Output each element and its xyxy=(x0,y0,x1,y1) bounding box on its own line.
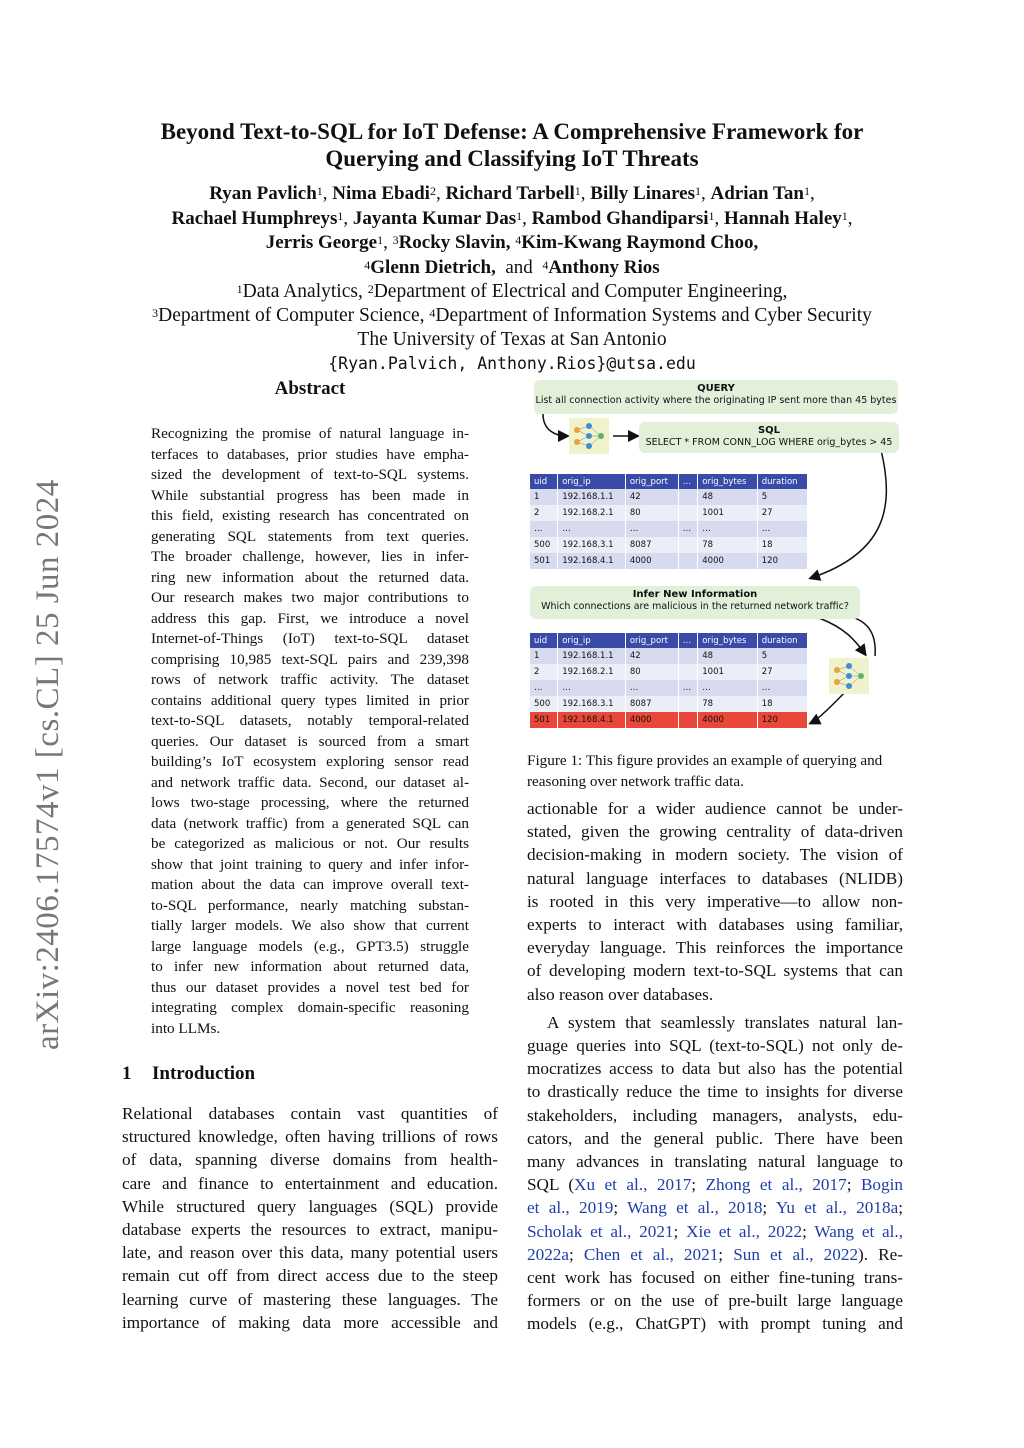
table-cell: 1 xyxy=(530,489,558,505)
citation-link[interactable]: Zhong et al., 2017 xyxy=(705,1175,847,1195)
citation-link[interactable]: et al., 2019 xyxy=(527,1198,614,1218)
table-row xyxy=(530,648,808,664)
table-cell: … xyxy=(530,680,558,696)
author-name: Rachael Humphreys xyxy=(171,207,338,229)
author-affil-sup: 4 xyxy=(542,257,549,272)
affiliations xyxy=(100,280,924,376)
table-cell: 500 xyxy=(530,537,558,553)
text-line: care and finance to entertainment and education. xyxy=(122,1173,498,1193)
table-row xyxy=(530,664,808,680)
query-text: List all connection activity where the originating IP sent more than 45 bytes xyxy=(535,395,897,406)
table-cell: 2 xyxy=(530,505,558,521)
table-cell: 192.168.2.1 xyxy=(558,664,626,680)
figure-caption: Figure 1: This figure provides an example of querying and reasoning over network traffic data. xyxy=(527,752,883,790)
text-line: contains additional query types limited in prior xyxy=(151,691,469,709)
text-line: also reason over databases. xyxy=(527,984,714,1004)
sql-title: SQL xyxy=(757,425,781,436)
table-cell: 78 xyxy=(698,696,758,712)
table-cell: 5 xyxy=(757,648,807,664)
table-cell: 192.168.3.1 xyxy=(558,696,626,712)
text-line: decision-making in modern society. The vision of xyxy=(527,845,903,865)
column-header: uid xyxy=(530,633,558,648)
table-row xyxy=(530,680,808,696)
author-affil-sup: 1 xyxy=(516,208,523,223)
column-header: duration xyxy=(757,633,807,648)
author-list xyxy=(100,182,924,280)
text-line: generating SQL statements from text queries. xyxy=(151,527,469,545)
author-name: Kim-Kwang Raymond Choo, xyxy=(521,232,759,253)
text-line: address this gap. First, we introduce a novel xyxy=(151,609,469,627)
paragraph xyxy=(527,797,903,1006)
text-line: cators, and the general public. There have been xyxy=(527,1128,903,1148)
text-line: A system that seamlessly translates natural lan- xyxy=(547,1012,903,1032)
table-cell: 192.168.1.1 xyxy=(558,648,626,664)
text-line: to-SQL performance, nearly matching substan- xyxy=(151,896,469,914)
author-name: Anthony Rios xyxy=(548,256,660,278)
affil-text: Department of Information Systems and Cyber Security xyxy=(435,305,872,326)
text-line: tially larger models. We also show that current xyxy=(151,917,469,934)
author-affil-sup: 1 xyxy=(803,184,810,198)
table-cell: … xyxy=(757,521,807,537)
text-line: structured knowledge, often having trillions of rows xyxy=(122,1127,498,1147)
citation-link[interactable]: 2022a xyxy=(527,1244,570,1264)
author-name: Billy Linares xyxy=(590,183,695,204)
text-line: The broader challenge, however, lies in infer- xyxy=(151,548,469,565)
arxiv-identifier: arXiv:2406.17574v1 [cs.CL] 25 Jun 2024 xyxy=(30,479,66,1050)
text-line: importance of making data more accessible and xyxy=(122,1312,498,1332)
affil-line-1 xyxy=(100,280,924,304)
author-name: Richard Tarbell xyxy=(445,183,575,204)
infer-title: Infer New Information xyxy=(632,589,758,600)
text-line: text-to-SQL datasets, notably temporal-related xyxy=(151,712,469,729)
affil-sup: 3 xyxy=(152,306,159,320)
text-line: Relational databases contain vast quantities of xyxy=(122,1104,498,1123)
paper-title xyxy=(100,118,924,172)
figure-1 xyxy=(525,378,905,740)
table-cell: 501 xyxy=(530,712,558,728)
sql-text: SELECT * FROM CONN_LOG WHERE orig_bytes > 45 xyxy=(645,437,893,448)
abstract-body xyxy=(151,424,469,1039)
text-line: to drastically reduce the time to insights for diverse xyxy=(527,1082,903,1102)
affil-text: Department of Electrical and Computer Engineering, xyxy=(373,281,788,302)
neural-network-icon-graphic xyxy=(829,658,869,694)
affil-sup: 2 xyxy=(367,282,374,296)
text-line: stated, given the growing centrality of data-driven xyxy=(527,822,903,842)
table-cell: … xyxy=(698,680,758,696)
text-line: everyday language. This reinforces the importance xyxy=(527,938,903,958)
text-line: 2022a; Chen et al., 2021; Sun et al., 2022). Re- xyxy=(527,1244,903,1264)
text-line: models (e.g., ChatGPT) with prompt tuning and xyxy=(527,1314,903,1334)
table-cell xyxy=(678,489,698,505)
table-cell: 4000 xyxy=(625,553,678,569)
text-line: formers or on the use of pre-built large language xyxy=(527,1291,903,1311)
affil-sup: 4 xyxy=(429,306,436,320)
author-affil-sup: 1 xyxy=(316,184,323,198)
table-cell: 1001 xyxy=(698,664,758,680)
affil-text: Data Analytics, xyxy=(242,281,363,302)
neural-network-icon xyxy=(569,418,609,454)
table-row xyxy=(530,553,808,569)
table-cell: … xyxy=(698,521,758,537)
text-line: database experts the resources to extract, manipu- xyxy=(122,1220,498,1240)
column-header: duration xyxy=(757,474,807,489)
text-line: and network traffic data. Second, our dataset al- xyxy=(151,773,469,791)
authors-line-3: Jerris George$^1$, $^3$Rocky Slavin, $^4$Kim-Kwang Raymond Choo, xyxy=(265,232,759,253)
table-cell: 120 xyxy=(757,712,807,728)
table-cell: 42 xyxy=(625,648,678,664)
table-cell xyxy=(678,537,698,553)
arrow-model-to-malicious xyxy=(811,690,847,723)
text-line: guage queries into SQL (text-to-SQL) not only de- xyxy=(527,1036,903,1056)
author-name: Hannah Haley xyxy=(724,207,842,229)
text-line: et al., 2019; Wang et al., 2018; Yu et al., 2018a; xyxy=(527,1198,904,1218)
table-cell: 120 xyxy=(757,553,807,569)
table-row xyxy=(530,696,808,712)
table-cell: 4000 xyxy=(698,712,758,728)
text-line: While structured query languages (SQL) provide xyxy=(122,1196,498,1216)
column-header: orig_bytes xyxy=(698,633,758,648)
intro-paragraph xyxy=(122,1102,498,1334)
affil-text: Department of Computer Science, xyxy=(158,305,425,326)
title-line-1: Beyond Text-to-SQL for IoT Defense: A Comprehensive Framework for xyxy=(160,119,864,144)
title-line-2: Querying and Classifying IoT Threats xyxy=(325,146,699,171)
text-line: queries. Our dataset is sourced from a smart xyxy=(151,732,469,750)
column-header: … xyxy=(678,474,698,489)
text-line: into LLMs. xyxy=(151,1019,221,1037)
table-cell xyxy=(678,553,698,569)
author-name: Jerris George xyxy=(265,232,378,253)
section-title: Introduction xyxy=(152,1063,256,1084)
table-cell: … xyxy=(757,680,807,696)
text-line: comprising 10,985 text-SQL pairs and 239,398 xyxy=(151,650,469,668)
table-cell: 48 xyxy=(698,489,758,505)
author-name: Rocky Slavin, xyxy=(398,232,511,253)
author-name: Glenn Dietrich, xyxy=(370,256,496,278)
table-cell: 500 xyxy=(530,696,558,712)
section-heading xyxy=(122,1063,255,1085)
table-cell: 27 xyxy=(757,505,807,521)
table-header-row xyxy=(530,474,808,489)
table-cell: 18 xyxy=(757,537,807,553)
table-row xyxy=(530,521,808,537)
citation-link[interactable]: Chen et al., 2021 xyxy=(583,1244,719,1264)
affil-sup: 1 xyxy=(236,282,243,296)
table-header-row xyxy=(530,633,808,648)
text-span: SQL ( xyxy=(527,1175,575,1195)
text-line: experts to interact with databases using familiar, xyxy=(527,915,903,935)
table-row xyxy=(530,489,808,505)
table-cell: 192.168.3.1 xyxy=(558,537,626,553)
author-name: Rambod Ghandiparsi xyxy=(531,207,709,229)
table-row xyxy=(530,537,808,553)
section-number: 1 xyxy=(122,1063,132,1084)
table-cell: 42 xyxy=(625,489,678,505)
text-line: SQL (Xu et al., 2017; Zhong et al., 2017; Bogin xyxy=(527,1175,903,1195)
table-cell: … xyxy=(678,680,698,696)
author-name: Jayanta Kumar Das xyxy=(352,207,517,229)
classified-table xyxy=(530,633,808,728)
text-line: integrating complex domain-specific reasoning xyxy=(151,999,469,1016)
citation-link[interactable]: Sun et al., 2022 xyxy=(733,1244,859,1264)
author-affil-sup: 1 xyxy=(708,208,715,223)
author-affil-sup: 2 xyxy=(429,184,436,198)
table-cell: 4000 xyxy=(698,553,758,569)
column-header: uid xyxy=(530,474,558,489)
text-line: remain cut off from direct access due to the steep xyxy=(122,1266,498,1286)
infer-text: Which connections are malicious in the returned network traffic? xyxy=(541,601,849,612)
citation-link[interactable]: Wang et al., 2018 xyxy=(627,1198,763,1218)
text-line: rows of network traffic activity. The dataset xyxy=(151,671,469,688)
table-cell: 192.168.4.1 xyxy=(558,712,626,728)
author-name: Ryan Pavlich xyxy=(209,183,317,204)
text-line: large language models (e.g., GPT3.5) struggle xyxy=(151,937,469,955)
column-header: orig_port xyxy=(625,474,678,489)
text-line: actionable for a wider audience cannot be under- xyxy=(527,799,903,818)
author-affil-sup: 3 xyxy=(392,233,399,247)
email[interactable]: {Ryan.Palvich, Anthony.Rios}@utsa.edu xyxy=(328,354,696,373)
table-cell: … xyxy=(530,521,558,537)
abstract-heading: Abstract xyxy=(274,378,346,399)
text-line: late, and reason over this data, many potential users xyxy=(122,1243,498,1263)
table-cell: 4000 xyxy=(625,712,678,728)
text-line: ring new information about the returned data. xyxy=(151,568,469,586)
column-header: orig_ip xyxy=(558,633,626,648)
text-line: Scholak et al., 2021; Xie et al., 2022; Wang et al., xyxy=(527,1221,904,1241)
author-affil-sup: 4 xyxy=(364,257,371,272)
text-line: mation about the data can improve overall text- xyxy=(151,876,469,893)
text-line: mocratizes access to data but also has the potential xyxy=(527,1059,903,1079)
text-line: is rooted in this very imperative—to allow non- xyxy=(527,891,903,911)
table-row xyxy=(530,505,808,521)
column-header: orig_port xyxy=(625,633,678,648)
table-cell: 1 xyxy=(530,648,558,664)
citation-link[interactable]: Xie et al., 2022 xyxy=(686,1221,803,1241)
table-cell: 5 xyxy=(757,489,807,505)
sql-box xyxy=(639,422,899,453)
author-and: and xyxy=(505,256,533,278)
result-table xyxy=(530,474,808,569)
table-cell: 27 xyxy=(757,664,807,680)
table-cell: 80 xyxy=(625,505,678,521)
text-line: stakeholders, including managers, analysts, edu- xyxy=(527,1105,903,1125)
column-header: orig_bytes xyxy=(698,474,758,489)
table-cell: … xyxy=(625,521,678,537)
table-cell: … xyxy=(625,680,678,696)
table-cell xyxy=(678,712,698,728)
author-affil-sup: 1 xyxy=(841,208,848,223)
university: The University of Texas at San Antonio xyxy=(357,329,667,350)
table-cell: … xyxy=(558,680,626,696)
query-box xyxy=(534,380,898,414)
table-cell: 192.168.2.1 xyxy=(558,505,626,521)
table-cell: 48 xyxy=(698,648,758,664)
table-cell: 18 xyxy=(757,696,807,712)
table-cell: … xyxy=(678,521,698,537)
arrow-table-to-model xyxy=(819,618,865,654)
text-line: of developing modern text-to-SQL systems that can xyxy=(527,961,903,981)
affil-line-2 xyxy=(100,304,924,328)
table-cell: … xyxy=(558,521,626,537)
table-cell xyxy=(678,696,698,712)
table-cell xyxy=(678,664,698,680)
arrow-infer-to-model xyxy=(835,614,875,656)
text-line: this field, existing research has concentrated on xyxy=(151,507,469,524)
text-line: sized the development of text-to-SQL systems. xyxy=(151,466,469,483)
table-cell: 8087 xyxy=(625,696,678,712)
column-header: orig_ip xyxy=(558,474,626,489)
arrow-sql-to-table xyxy=(811,450,886,578)
column-header: … xyxy=(678,633,698,648)
text-line: Our research makes two major contributions to xyxy=(151,589,469,606)
citation-link[interactable]: Yu et al., 2018a xyxy=(775,1198,899,1218)
citation-link[interactable]: Scholak et al., 2021 xyxy=(527,1221,674,1241)
neural-network-icon xyxy=(829,658,869,694)
text-line: lows two-stage processing, where the returned xyxy=(151,794,469,811)
text-line: many advances in translating natural language to xyxy=(527,1152,903,1172)
citation-link[interactable]: Xu et al., 2017 xyxy=(574,1175,692,1195)
text-line: Internet-of-Things (IoT) text-to-SQL dataset xyxy=(151,630,469,647)
text-line: cent work has focused on either fine-tuning trans- xyxy=(527,1268,903,1288)
table-cell: 2 xyxy=(530,664,558,680)
text-line: terfaces to databases, prior studies have empha- xyxy=(151,445,469,463)
table-cell: 1001 xyxy=(698,505,758,521)
text-line: data (network traffic) from a generated SQL can xyxy=(151,814,469,832)
query-title: QUERY xyxy=(697,383,735,394)
text-line: natural language interfaces to databases (NLIDB) xyxy=(527,868,903,888)
table-cell: 192.168.1.1 xyxy=(558,489,626,505)
text-line: of data, spanning diverse domains from health- xyxy=(122,1150,498,1170)
author-affil-sup: 1 xyxy=(337,208,344,223)
right-column xyxy=(527,797,903,1336)
table-cell: 78 xyxy=(698,537,758,553)
citation-link[interactable]: Wang et al., xyxy=(814,1221,904,1241)
text-line: Recognizing the promise of natural language in- xyxy=(151,425,469,442)
table-cell: 192.168.4.1 xyxy=(558,553,626,569)
text-line: be categorized as malicious or not. Our results xyxy=(151,835,469,852)
paragraph xyxy=(527,1011,903,1336)
table-cell xyxy=(678,648,698,664)
authors-line-1: Ryan Pavlich$^1$, Nima Ebadi$^2$, Richard Tarbell$^1$, Billy Linares$^1$, Adrian Tan$^1$, xyxy=(209,183,815,204)
author-affil-sup: 1 xyxy=(574,184,581,198)
infer-box xyxy=(530,586,860,619)
table-cell: 501 xyxy=(530,553,558,569)
author-affil-sup: 4 xyxy=(515,233,522,247)
text-line: While substantial progress has been made in xyxy=(151,486,469,504)
author-affil-sup: 1 xyxy=(377,233,384,247)
text-line: to infer new information about returned data, xyxy=(151,958,469,975)
author-affil-sup: 1 xyxy=(695,184,701,198)
text-line: learning curve of mastering these languages. The xyxy=(122,1289,498,1309)
text-line: thus our dataset provides a novel test bed for xyxy=(151,978,469,996)
authors-line-2: Rachael Humphreys$^1$, Jayanta Kumar Das$^1$, Rambod Ghandiparsi$^1$, Hannah Haley$^1$, xyxy=(171,207,853,229)
text-line: building’s IoT ecosystem exploring sensor read xyxy=(151,753,469,770)
authors-line-4 xyxy=(100,256,924,281)
text-span: ). Re- xyxy=(858,1244,903,1264)
table-cell: 80 xyxy=(625,664,678,680)
author-name: Nima Ebadi xyxy=(332,183,430,204)
table-cell xyxy=(678,505,698,521)
table-cell: 8087 xyxy=(625,537,678,553)
author-name: Adrian Tan xyxy=(710,183,804,204)
citation-link[interactable]: Bogin xyxy=(860,1175,903,1195)
neural-network-icon-graphic xyxy=(569,418,609,454)
text-line: show that joint training to query and infer infor- xyxy=(151,855,469,873)
malicious-row xyxy=(530,712,808,728)
arrow-query-to-model xyxy=(543,414,567,436)
